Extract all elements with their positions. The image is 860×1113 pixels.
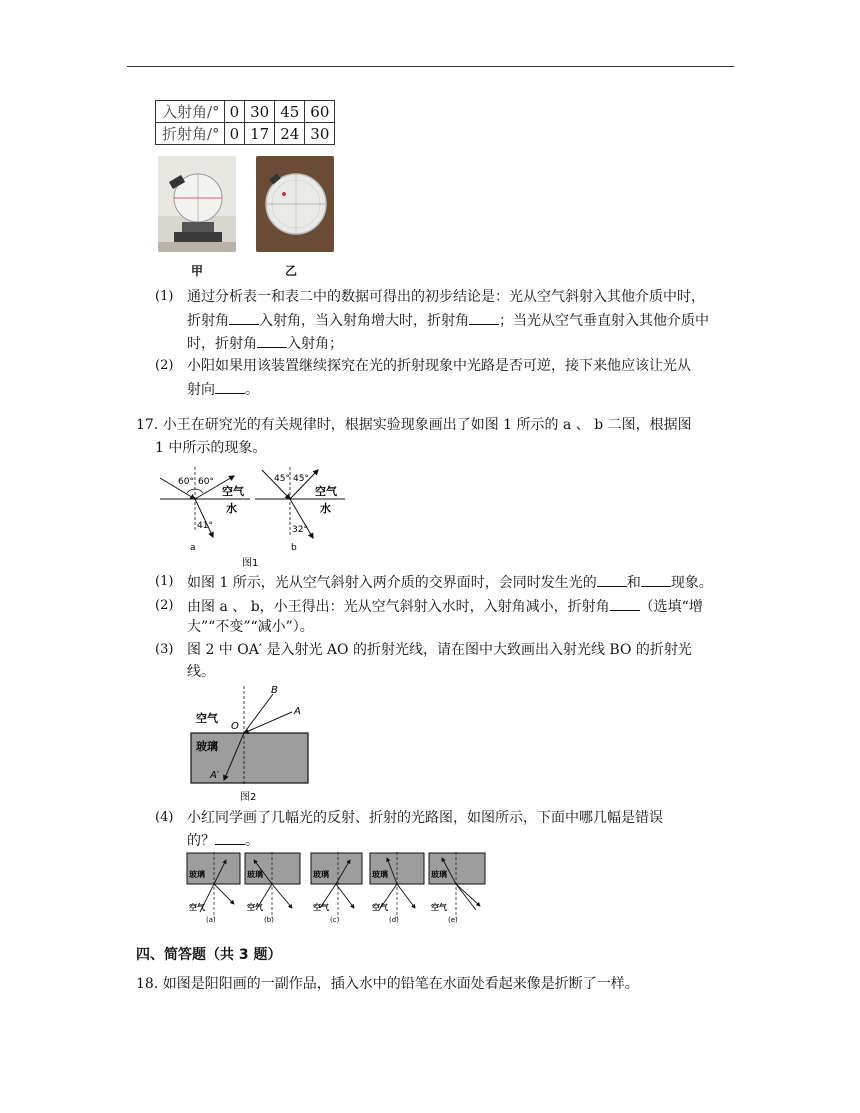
q16-p2-line2: 射向 。 [187,379,259,400]
light-path-panel [311,852,362,924]
q17-intro-line2: 1 中所示的现象。 [155,440,267,456]
fig1-b-reflect-angle: 45° [293,474,309,484]
fig2-point-O: O [231,721,239,732]
panel-label: (b) [264,916,274,924]
table-cell: 0 [224,101,245,123]
light-path-panels [186,852,486,924]
q16-p1-line1: 通过分析表一和表二中的数据可得出的初步结论是：光从空气斜射入其他介质中时， [187,289,705,305]
table-cell: 45 [275,101,305,123]
q17-p3-line1: 图 2 中 OA′ 是入射光 AO 的折射光线，请在图中大致画出入射光线 BO 的折射光 [187,642,692,658]
panel-air-label: 空气 [431,903,447,912]
fig1-b-refract-angle: 32° [292,525,308,535]
fig1-a-incident-angle: 60° [178,477,194,487]
fig1-a-reflect-angle: 60° [198,477,214,487]
q17-p1: 如图 1 所示，光从空气斜射入两介质的交界面时，会同时发生光的 和 现象。 [187,572,713,593]
light-ray [456,884,480,906]
q17-p4-line1: 小红同学画了几幅光的反射、折射的光路图，如图所示，下面中哪几幅是错误 [187,810,663,826]
answer-blank[interactable] [257,333,287,348]
section-4-title: 四、简答题（共 3 题） [136,947,282,963]
q17-p4-line2: 的？ 。 [187,830,259,851]
light-ray [397,884,415,908]
panel-air-label: 空气 [189,903,205,912]
fig2-point-B: B [271,685,278,696]
apparatus-photo-a [158,156,236,252]
apparatus-photo-b [256,156,334,252]
panel-label: (c) [330,916,340,924]
q17-intro-line1: 17. 小王在研究光的有关规律时，根据实验现象画出了如图 1 所示的 a 、 b 二图，根据图 [136,417,692,433]
light-ray [336,884,354,908]
header-rule [127,66,734,67]
table-row [156,123,335,145]
fig2-glass: 玻璃 [196,740,218,753]
photo-b-caption: 乙 [285,264,298,278]
light-path-panel [187,852,240,924]
table-cell: 60 [305,101,335,123]
fig1-a-refract-angle: 41° [197,521,213,531]
fig1-label-b: b [291,543,297,553]
figure-2 [188,684,328,804]
table-cell: 30 [305,123,335,145]
q16-p1-line2: 折射角 入射角，当入射角增大时，折射角 ；当光从空气垂直射入其他介质中 [187,310,709,331]
figure-1 [150,462,350,572]
fig2-caption: 图2 [240,792,257,803]
q17-p3-line2: 线。 [187,664,215,680]
fig2-point-A: A [294,706,301,717]
q17-p1-number: (1) [155,574,174,589]
table-head: 折射角/° [156,123,225,145]
light-ray [456,884,476,910]
answer-blank[interactable] [610,596,640,611]
fig2-point-A-prime: A′ [210,770,220,781]
light-ray [214,884,234,904]
fig1-caption: 图1 [242,558,259,569]
q17-p3-number: (3) [155,642,174,657]
panel-label: (d) [389,916,399,924]
q17-p4-number: (4) [155,810,174,825]
fig1-b-incident-angle: 45° [274,474,290,484]
answer-blank[interactable] [641,572,671,587]
q17-p2-line1: 由图 a 、 b，小王得出：光从空气斜射入水时，入射角减小，折射角 （选填“增 [187,596,703,617]
table-head: 入射角/° [156,101,225,123]
panel-glass-label: 玻璃 [313,870,329,879]
fig1-label-a: a [190,543,196,553]
photo-a-caption: 甲 [191,264,204,278]
panel-glass-label: 玻璃 [189,870,205,879]
table-cell: 30 [245,101,275,123]
answer-blank[interactable] [229,310,259,325]
table-cell: 17 [245,123,275,145]
fig1-a-water: 水 [226,502,237,515]
fig1-b-water: 水 [320,502,331,515]
q16-p1-number: (1) [155,289,174,304]
fig1-a-air: 空气 [222,485,244,498]
light-path-panel [370,852,424,924]
q18-text: 18. 如图是阳阳画的一副作品，插入水中的铅笔在水面处看起来像是折断了一样。 [136,976,639,992]
light-ray [272,884,292,908]
panel-air-label: 空气 [247,903,263,912]
light-path-panel [429,852,485,924]
panel-glass-label: 玻璃 [247,870,263,879]
q17-p2-line2: 大”“不变”“减小”）。 [187,619,314,635]
q16-p2-number: (2) [155,358,174,373]
answer-blank[interactable] [215,830,245,845]
q16-p1-line3: 时，折射角 入射角； [187,333,343,354]
table-cell: 0 [224,123,245,145]
panel-label: (a) [206,916,216,924]
q17-p2-number: (2) [155,598,174,613]
q16-p2-line1: 小阳如果用该装置继续探究在光的折射现象中光路是否可逆，接下来他应该让光从 [187,358,691,374]
answer-blank[interactable] [215,379,245,394]
table-cell: 24 [275,123,305,145]
fig1-b-air: 空气 [315,485,337,498]
panel-glass-label: 玻璃 [431,870,447,879]
answer-blank[interactable] [469,310,499,325]
panel-label: (e) [448,916,458,924]
light-path-panel [245,852,300,924]
angle-table [155,100,335,145]
table-row [156,101,335,123]
panel-glass-label: 玻璃 [372,870,388,879]
panel-air-label: 空气 [313,903,329,912]
panel-air-label: 空气 [372,903,388,912]
fig2-air: 空气 [196,712,218,725]
answer-blank[interactable] [597,572,627,587]
